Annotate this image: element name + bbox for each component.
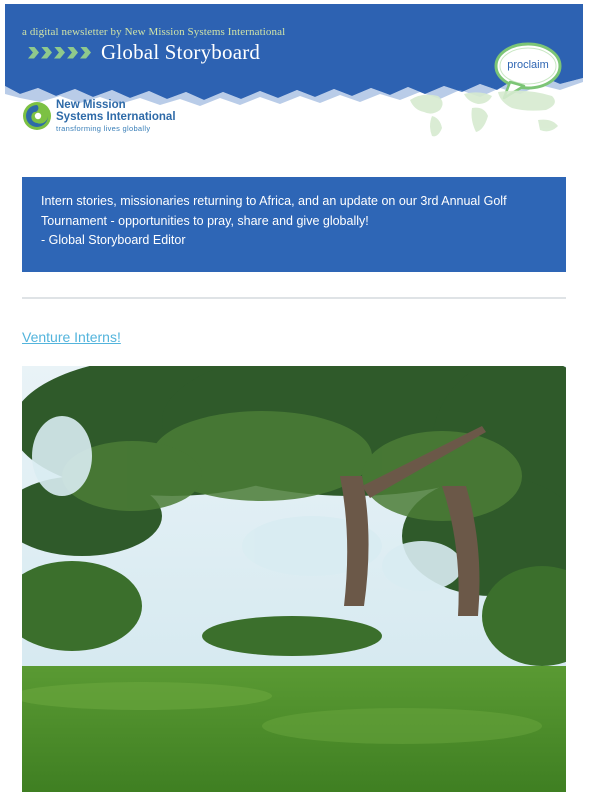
globe-swirl-icon [22, 101, 52, 131]
intro-signature: - Global Storyboard Editor [41, 233, 186, 247]
section-divider [22, 297, 566, 299]
title-row [28, 40, 260, 65]
logo-tagline: transforming lives globally [56, 124, 151, 133]
chevrons-icon [28, 47, 93, 59]
proclaim-label: proclaim [507, 59, 549, 71]
header-banner [0, 0, 594, 150]
intro-text: Intern stories, missionaries returning to Africa, and an update on our 3rd Annual Golf Tournament - opportunities to pray, share and give globally! [41, 194, 507, 228]
venture-interns-link[interactable]: Venture Interns! [22, 329, 121, 345]
logo-name-line2: Systems International [56, 111, 176, 123]
logo-name-line1: New Mission [56, 99, 126, 111]
photo-illustration [22, 366, 566, 792]
newsletter-tagline: a digital newsletter by New Mission Systems International [22, 26, 286, 38]
world-map-icon [402, 86, 578, 140]
group-jumping-photo[interactable] [22, 366, 566, 792]
newsletter-title: Global Storyboard [101, 40, 261, 64]
organization-logo[interactable] [22, 99, 176, 133]
intro-box [22, 177, 566, 272]
